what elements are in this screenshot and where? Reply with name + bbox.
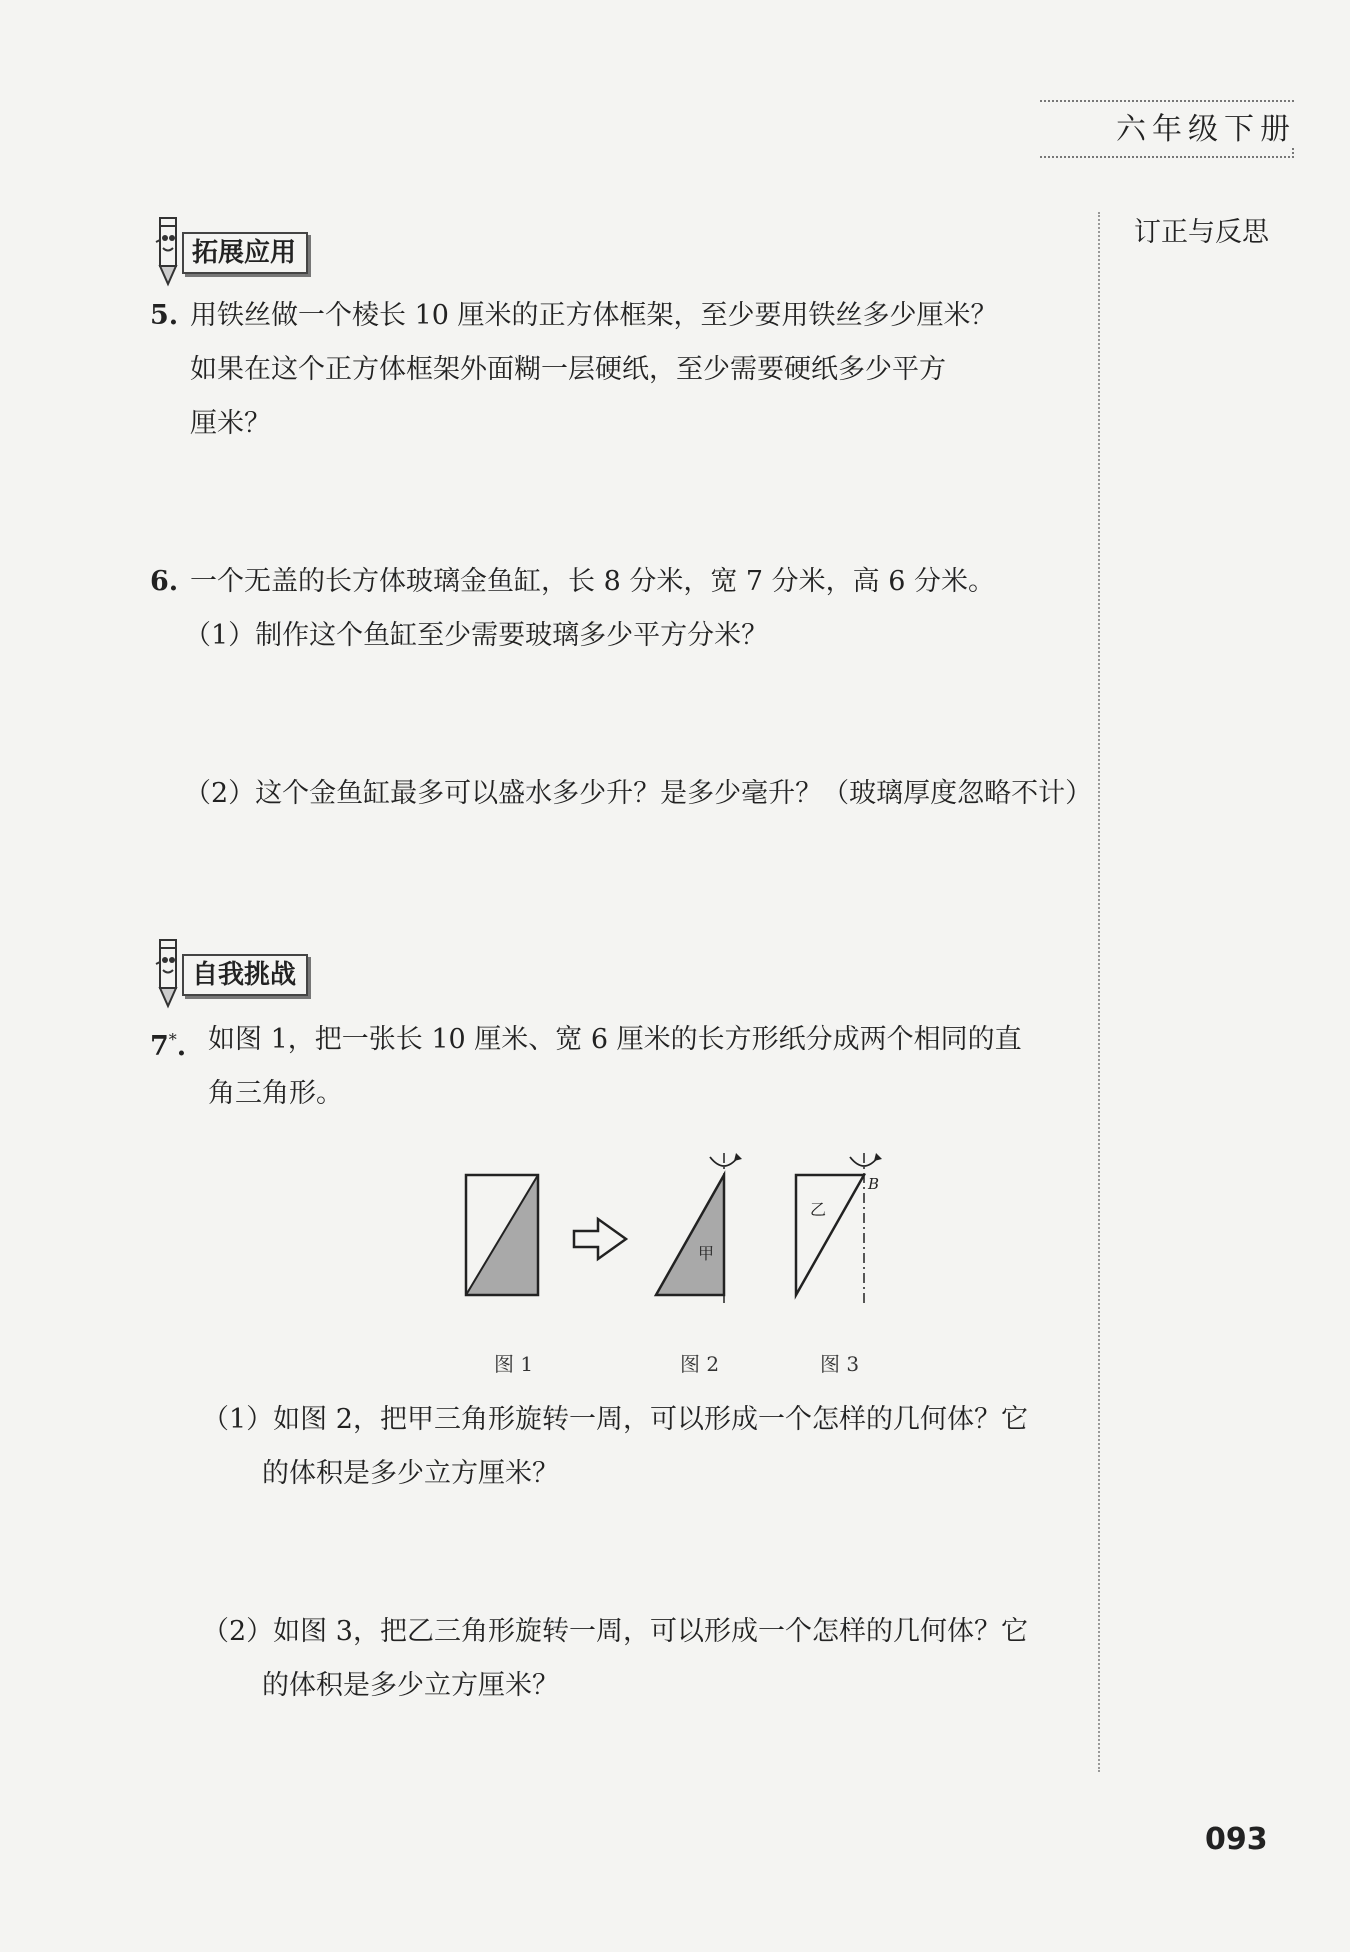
label-jia: 甲: [698, 1244, 715, 1263]
q5-line1: 用铁丝做一个棱长 10 厘米的正方体框架，至少要用铁丝多少厘米？: [190, 300, 998, 331]
correction-reflection-title: 订正与反思: [1134, 217, 1269, 248]
label-b: B: [868, 1175, 880, 1193]
q7-sub1-line2: 的体积是多少立方厘米？: [262, 1458, 559, 1489]
q7-number-dot: .: [176, 1031, 187, 1062]
right-arrow-icon: [574, 1219, 626, 1259]
figure-3-triangle-yi: [796, 1153, 882, 1305]
pencil-icon: [150, 212, 186, 288]
q6-sub1: （1）制作这个鱼缸至少需要玻璃多少平方分米？: [184, 620, 769, 651]
q7-sub2-line2: 的体积是多少立方厘米？: [262, 1670, 559, 1701]
grade-label: 六年级下册: [1110, 104, 1302, 148]
q7-sub1-line1: （1）如图 2，把甲三角形旋转一周，可以形成一个怎样的几何体？它: [202, 1404, 1028, 1435]
section-challenge-label: 自我挑战: [182, 954, 308, 996]
q6-sub2: （2）这个金鱼缸最多可以盛水多少升？是多少毫升？（玻璃厚度忽略不计）: [184, 778, 1093, 809]
section-extend: [150, 232, 430, 276]
pencil-icon: [150, 934, 186, 1010]
q5-line2: 如果在这个正方体框架外面糊一层硬纸，至少需要硬纸多少平方: [190, 354, 946, 385]
q5-number: 5.: [150, 300, 179, 331]
q6-number: 6.: [150, 566, 179, 597]
q7-line1: 如图 1，把一张长 10 厘米、宽 6 厘米的长方形纸分成两个相同的直: [208, 1024, 1022, 1055]
label-yi: 乙: [810, 1200, 827, 1219]
figure-1-caption: 图 1: [494, 1352, 534, 1376]
q7-line2: 角三角形。: [208, 1078, 343, 1109]
q7-star: *: [168, 1030, 177, 1049]
q5-line3: 厘米？: [190, 408, 271, 439]
q7-number-digit: 7: [150, 1031, 169, 1062]
page-number: 093: [1205, 1822, 1268, 1857]
margin-divider: [1098, 212, 1100, 1772]
figure-3-caption: 图 3: [820, 1352, 860, 1376]
figure-2-caption: 图 2: [680, 1352, 720, 1376]
q6-line1: 一个无盖的长方体玻璃金鱼缸，长 8 分米，宽 7 分米，高 6 分米。: [190, 566, 996, 597]
figure-2-triangle-jia: [656, 1153, 742, 1305]
q7-sub2-line1: （2）如图 3，把乙三角形旋转一周，可以形成一个怎样的几何体？它: [202, 1616, 1028, 1647]
rotation-figure: [460, 1145, 900, 1375]
section-extend-label: 拓展应用: [182, 232, 308, 274]
q7-number: [150, 1014, 186, 1073]
section-challenge: [150, 954, 430, 998]
figure-1-rectangle: [466, 1175, 538, 1295]
